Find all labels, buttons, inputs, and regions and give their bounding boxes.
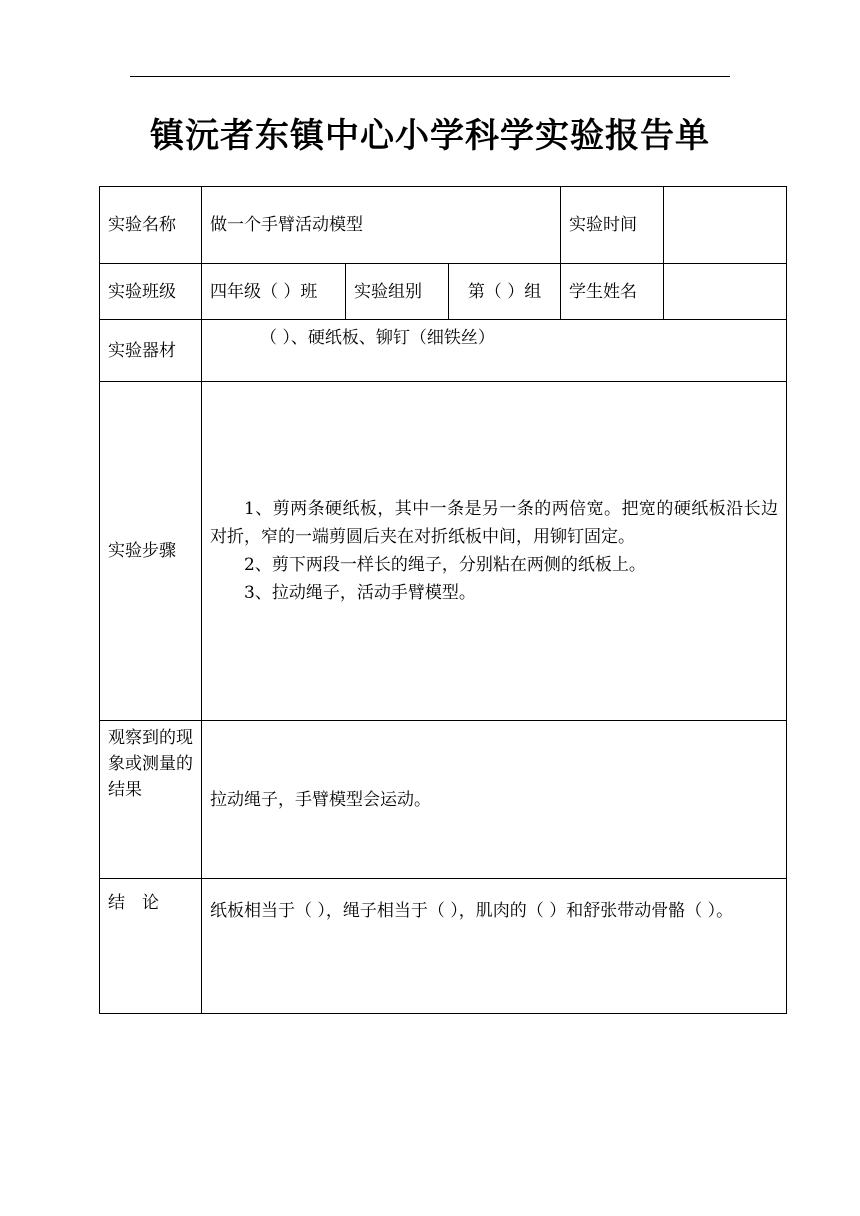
class-label: 实验班级: [100, 264, 202, 320]
materials-value[interactable]: （ ）、硬纸板、铆钉（细铁丝）: [202, 320, 787, 382]
row-steps: [100, 382, 787, 721]
step-item: 3、拉动绳子，活动手臂模型。: [244, 583, 476, 603]
row-observation: [100, 721, 787, 879]
student-name-label: 学生姓名: [561, 264, 664, 320]
steps-label: 实验步骤: [100, 382, 202, 721]
class-value[interactable]: 四年级（ ）班: [202, 264, 346, 320]
report-table: [99, 186, 787, 1014]
step-item: 2、剪下两段一样长的绳子，分别粘在两侧的纸板上。: [244, 555, 646, 575]
row-conclusion: [100, 879, 787, 1014]
row-class-info: [100, 264, 787, 320]
steps-content: [202, 382, 787, 721]
group-label: 实验组别: [346, 264, 449, 320]
row-experiment-name: [100, 187, 787, 264]
observation-value[interactable]: 拉动绳子，手臂模型会运动。: [202, 721, 787, 879]
student-name-value[interactable]: [664, 264, 787, 320]
experiment-time-label: 实验时间: [561, 187, 664, 264]
experiment-name-label: 实验名称: [100, 187, 202, 264]
conclusion-label: 结 论: [100, 879, 202, 1014]
observation-label: 观察到的现象或测量的结果: [100, 721, 202, 879]
experiment-name-value[interactable]: 做一个手臂活动模型: [202, 187, 561, 264]
group-value[interactable]: 第（ ）组: [449, 264, 561, 320]
conclusion-value[interactable]: 纸板相当于（ ），绳子相当于（ ），肌肉的（ ）和舒张带动骨骼（ ）。: [202, 879, 787, 1014]
page-title: 镇沅者东镇中心小学科学实验报告单: [150, 116, 710, 156]
materials-label: 实验器材: [100, 320, 202, 382]
step-item: 1、剪两条硬纸板，其中一条是另一条的两倍宽。把宽的硬纸板沿长边对折，窄的一端剪圆后夹在对折纸板中间，用铆钉固定。: [210, 499, 779, 547]
header-rule: [130, 76, 730, 77]
row-materials: [100, 320, 787, 382]
experiment-time-value[interactable]: [664, 187, 787, 264]
